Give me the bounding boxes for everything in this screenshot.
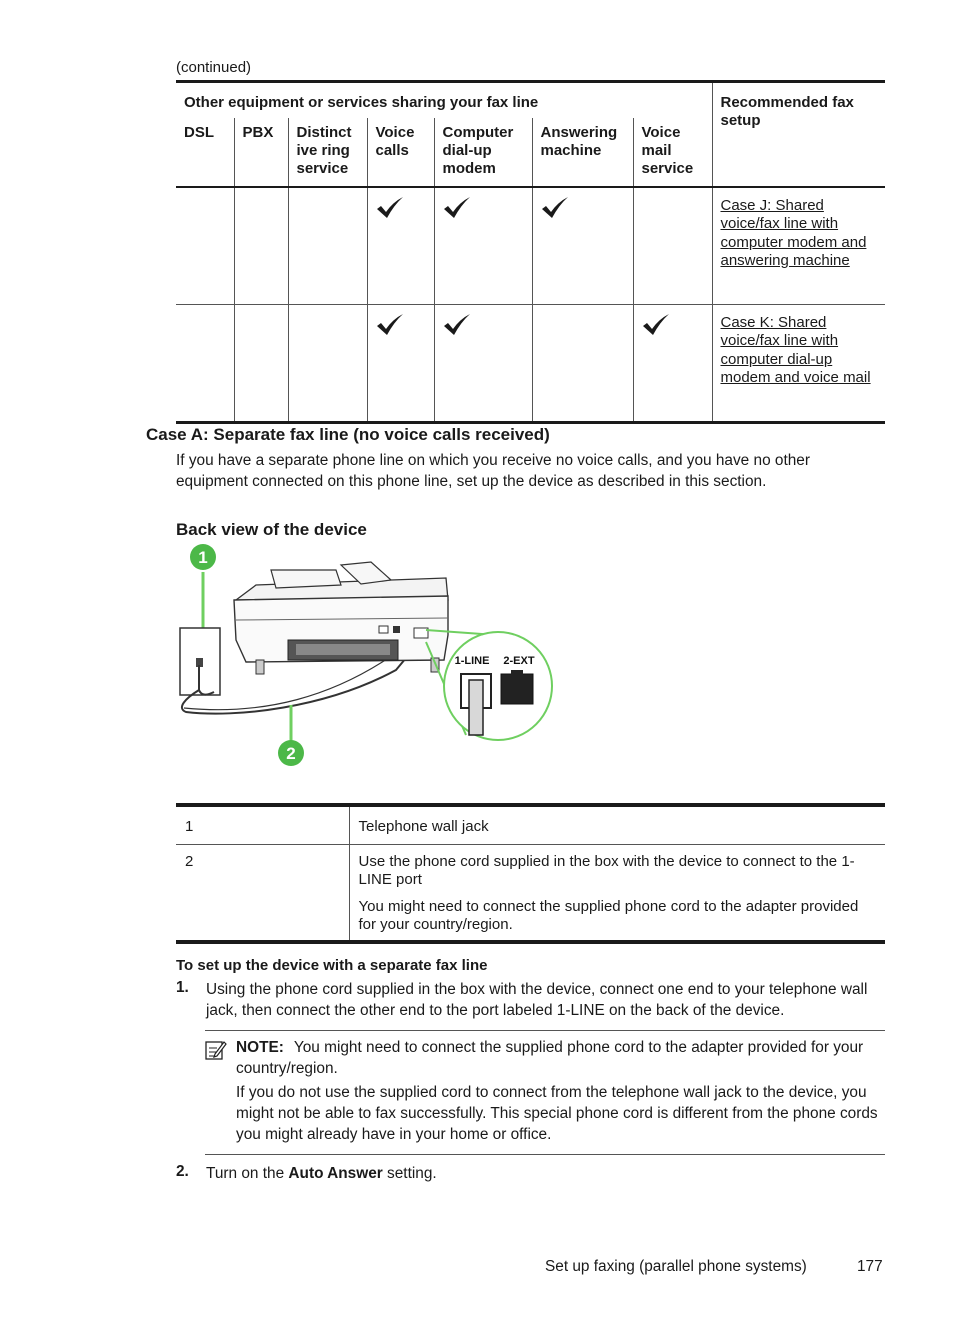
callout-1-number: 1: [198, 548, 208, 567]
back-view-diagram: [176, 540, 556, 770]
column-header: PBX: [234, 118, 288, 187]
column-header: Computer dial-up modem: [434, 118, 532, 187]
auto-answer-setting: Auto Answer: [288, 1165, 383, 1182]
check-cell: [367, 187, 434, 305]
table-row: [176, 845, 885, 943]
plugged-cord: [469, 680, 483, 735]
fax-setup-table: [176, 80, 885, 424]
check-cell: [633, 187, 712, 305]
check-icon: [642, 313, 670, 337]
check-icon: [541, 196, 569, 220]
procedure-heading: To set up the device with a separate fax line: [176, 957, 488, 974]
check-cell: [633, 305, 712, 423]
continued-label: (continued): [176, 59, 252, 76]
check-icon: [443, 313, 471, 337]
legend-description: Use the phone cord supplied in the box with the device to connect to the 1-LINE port: [358, 853, 855, 888]
step-1-text: Using the phone cord supplied in the box with the device, connect one end to your telephone wall jack, then connect the other end to the port labeled 1-LINE on the back of the device.: [206, 981, 868, 1019]
column-header: DSL: [176, 118, 234, 187]
legend-table: [176, 803, 885, 944]
note-label: NOTE:: [236, 1039, 284, 1056]
check-cell: [234, 187, 288, 305]
check-cell: [434, 187, 532, 305]
footer-section-title: Set up faxing (parallel phone systems): [545, 1258, 807, 1275]
check-cell: [532, 305, 633, 423]
check-cell: [288, 187, 367, 305]
page-number: 177: [857, 1258, 883, 1275]
step-2-number: 2.: [176, 1163, 189, 1180]
note-box: [205, 1030, 885, 1155]
check-cell: [176, 187, 234, 305]
table-row: [176, 305, 885, 423]
table-row: [176, 187, 885, 305]
column-header: Voice calls: [367, 118, 434, 187]
check-cell: [532, 187, 633, 305]
back-view-heading: Back view of the device: [176, 520, 367, 539]
recommended-header: Recommended fax setup: [712, 82, 885, 188]
callout-2-number: 2: [286, 744, 296, 763]
legend-number: 1: [176, 805, 349, 845]
legend-description: Telephone wall jack: [349, 805, 885, 845]
note-text-2: If you do not use the supplied cord to connect from the telephone wall jack to the device, you might not be able to fax successfully. This special phone cord is different from the phone cords you might already have in your home or office.: [236, 1084, 878, 1143]
table-row: [176, 805, 885, 845]
port-2-ext: [501, 674, 533, 704]
port-2-label: 2-EXT: [503, 655, 535, 667]
check-icon: [376, 313, 404, 337]
case-j-link[interactable]: Case J: Shared voice/fax line with computer modem and answering machine: [720, 197, 867, 269]
check-cell: [434, 305, 532, 423]
check-cell: [234, 305, 288, 423]
section-heading: Case A: Separate fax line (no voice calls received): [146, 425, 550, 444]
legend-number: 2: [176, 845, 349, 943]
check-cell: [288, 305, 367, 423]
check-icon: [376, 196, 404, 220]
column-header: Voice mail service: [633, 118, 712, 187]
port-1-label: 1-LINE: [454, 655, 490, 667]
case-k-link[interactable]: Case K: Shared voice/fax line with computer dial-up modem and voice mail: [720, 314, 871, 386]
note-pencil-icon: [205, 1039, 227, 1061]
step-1-number: 1.: [176, 979, 189, 996]
legend-description: You might need to connect the supplied phone cord to the adapter provided for your country/region.: [358, 898, 859, 933]
note-text: You might need to connect the supplied phone cord to the adapter provided for your country/region.: [236, 1039, 864, 1077]
column-header: Distinct ive ring service: [288, 118, 367, 187]
column-header: Answering machine: [532, 118, 633, 187]
intro-paragraph: If you have a separate phone line on which you receive no voice calls, and you have no other equipment connected on this phone line, set up the device as described in this section.: [176, 452, 810, 490]
group-header: Other equipment or services sharing your fax line: [176, 82, 712, 119]
check-cell: [367, 305, 434, 423]
check-icon: [443, 196, 471, 220]
check-cell: [176, 305, 234, 423]
step-2-text: Turn on the Auto Answer setting.: [206, 1165, 437, 1182]
